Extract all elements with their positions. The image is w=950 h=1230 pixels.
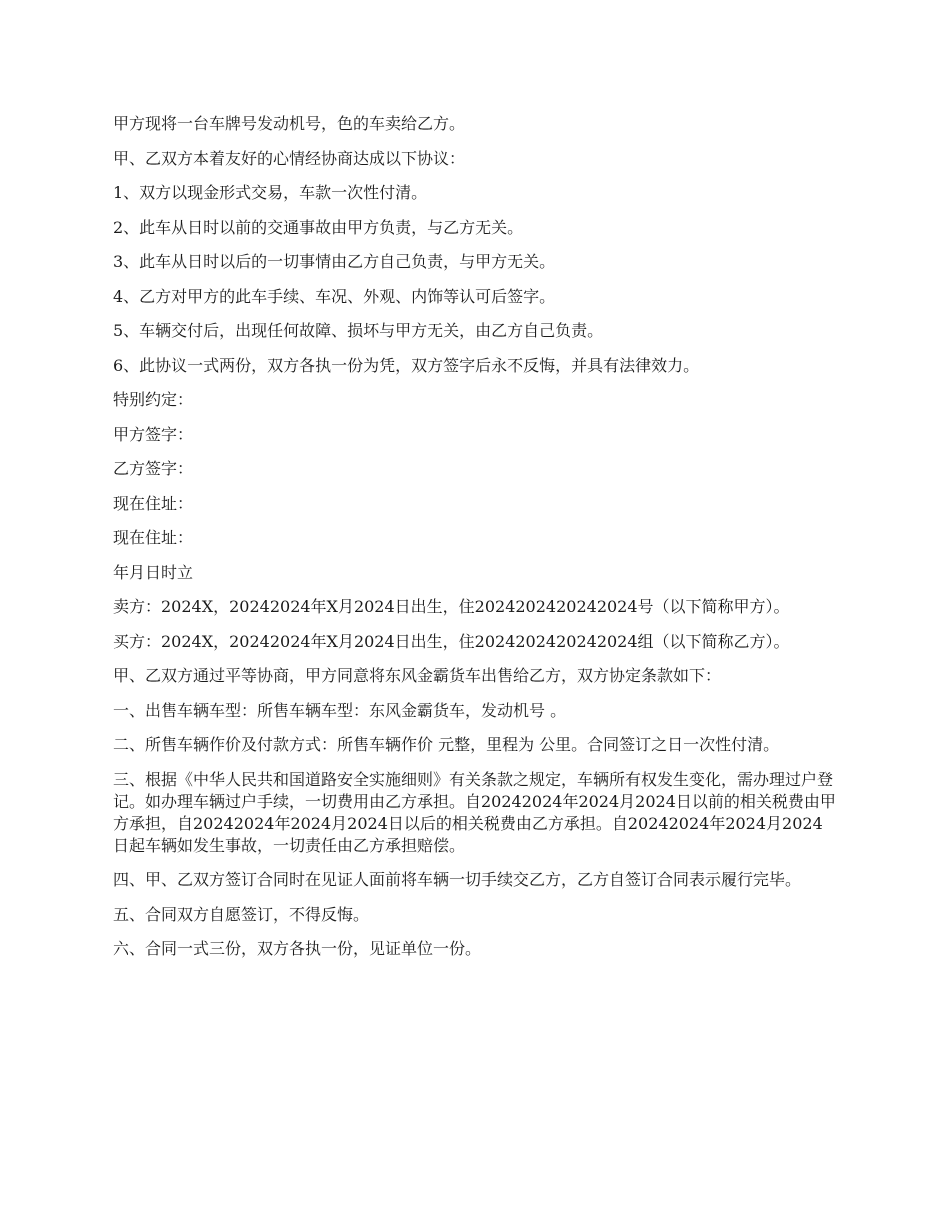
seller-info: 卖方：2024X，20242024年X月2024日出生，住2024202420242024号（以下简称甲方）。	[113, 597, 790, 616]
intro-statement: 甲方现将一台车牌号发动机号，色的车卖给乙方。	[113, 114, 466, 133]
special-terms-label: 特别约定：	[113, 390, 194, 409]
clause-4: 4、乙方对甲方的此车手续、车况、外观、内饰等认可后签字。	[113, 286, 556, 306]
party-b-signature-label: 乙方签字：	[113, 459, 194, 478]
clause-1: 1、双方以现金形式交易，车款一次性付清。	[113, 183, 428, 202]
document-page	[113, 113, 837, 973]
article-5: 五、合同双方自愿签订，不得反悔。	[113, 904, 370, 924]
current-address-label: 现在住址：	[113, 528, 194, 547]
article-1: 一、出售车辆车型：所售车辆车型：东风金霸货车，发动机号 。	[113, 700, 567, 720]
clause-2: 2、此车从日时以前的交通事故由甲方负责，与乙方无关。	[113, 217, 524, 237]
current-address-label: 现在住址：	[113, 493, 194, 513]
article-2: 二、所售车辆作价及付款方式：所售车辆作价 元整，里程为 公里。合同签订之日一次性付清。	[113, 735, 780, 754]
party-a-signature-label: 甲方签字：	[113, 424, 194, 444]
article-4: 四、甲、乙双方签订合同时在见证人面前将车辆一切手续交乙方，乙方自签订合同表示履行完毕。	[113, 870, 802, 889]
article-3: 三、根据《中华人民共和国道路安全实施细则》有关条款之规定，车辆所有权发生变化，需办理过户登记。如办理车辆过户手续，一切费用由乙方承担。自20242024年2024月2024日以前的相关税费由甲方承担，自20242024年2024月2024日以后的相关税费由乙方承担。自20242024年2024月2024日起车辆如发生事故，一切责任由乙方承担赔偿。	[113, 769, 836, 855]
clause-5: 5、车辆交付后，出现任何故障、损坏与甲方无关，由乙方自己负责。	[113, 321, 604, 340]
date-line: 年月日时立	[113, 562, 194, 582]
clause-3: 3、此车从日时以后的一切事情由乙方自己负责，与甲方无关。	[113, 252, 556, 271]
agreement-preamble: 甲、乙双方本着友好的心情经协商达成以下协议：	[113, 148, 466, 168]
clause-6: 6、此协议一式两份，双方各执一份为凭，双方签字后永不反悔，并具有法律效力。	[113, 355, 700, 375]
article-6: 六、合同一式三份，双方各执一份，见证单位一份。	[113, 939, 482, 958]
buyer-info: 买方：2024X，20242024年X月2024日出生，住2024202420242024组（以下简称乙方）。	[113, 631, 790, 651]
contract-preamble: 甲、乙双方通过平等协商，甲方同意将东风金霸货车出售给乙方，双方协定条款如下：	[113, 666, 722, 685]
